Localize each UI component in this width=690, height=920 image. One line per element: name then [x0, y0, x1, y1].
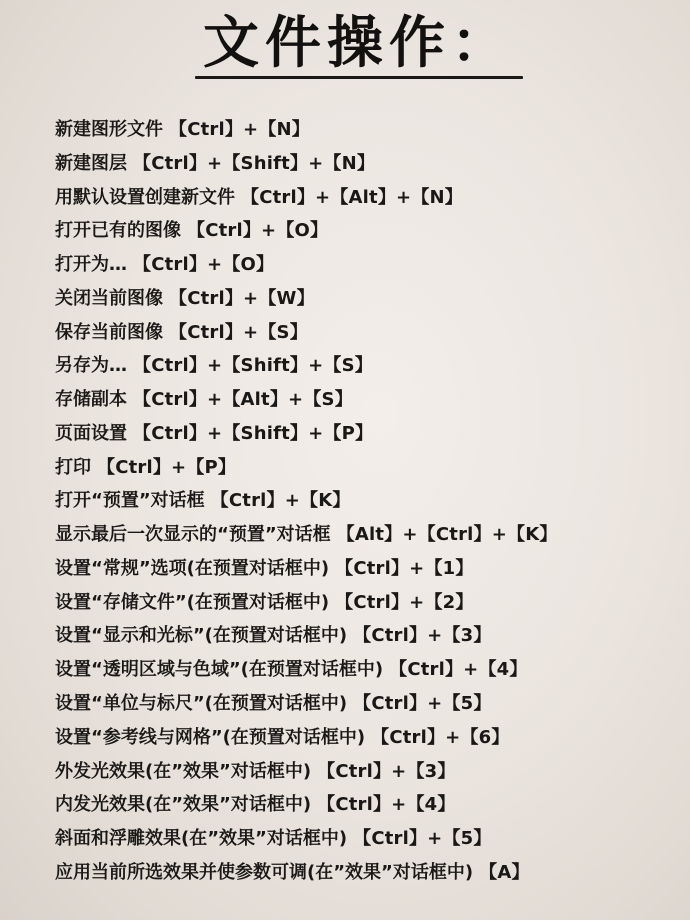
shortcut-row — [55, 214, 675, 248]
shortcut-row — [55, 417, 675, 451]
shortcut-action: 显示最后一次显示的“预置”对话框 — [55, 524, 331, 546]
shortcut-action: 打开“预置”对话框 — [55, 490, 205, 512]
shortcut-keys: 【Ctrl】+【K】 — [210, 490, 351, 512]
shortcut-action: 设置“参考线与网格”(在预置对话框中) — [55, 726, 366, 748]
shortcut-keys: 【Alt】+【Ctrl】+【K】 — [336, 524, 558, 546]
shortcut-keys: 【Ctrl】+【P】 — [97, 456, 237, 478]
shortcut-action: 打开已有的图像 — [55, 220, 181, 242]
shortcut-row — [55, 822, 675, 856]
shortcut-keys: 【Ctrl】+【2】 — [335, 591, 474, 613]
shortcut-keys: 【Ctrl】+【O】 — [187, 220, 329, 242]
shortcut-action: 用默认设置创建新文件 — [55, 186, 235, 208]
shortcut-keys: 【Ctrl】+【Shift】+【N】 — [133, 152, 376, 174]
shortcut-action: 存储副本 — [55, 389, 127, 411]
shortcut-keys: 【Ctrl】+【N】 — [169, 119, 311, 140]
shortcut-keys: 【A】 — [479, 861, 530, 883]
shortcut-keys: 【Ctrl】+【3】 — [353, 625, 492, 647]
shortcut-keys: 【Ctrl】+【3】 — [317, 760, 456, 782]
shortcut-row — [55, 653, 675, 687]
shortcut-action: 保存当前图像 — [55, 321, 163, 343]
shortcut-keys: 【Ctrl】+【5】 — [353, 828, 492, 850]
shortcut-row — [55, 687, 675, 721]
shortcut-keys: 【Ctrl】+【4】 — [389, 659, 528, 681]
shortcut-action: 关闭当前图像 — [55, 287, 163, 309]
shortcut-row — [55, 484, 675, 518]
shortcut-keys: 【Ctrl】+【Alt】+【S】 — [133, 389, 353, 411]
shortcut-action: 设置“透明区域与色域”(在预置对话框中) — [55, 659, 384, 681]
shortcut-action: 打印 — [55, 456, 91, 478]
shortcut-row — [55, 619, 675, 653]
shortcut-keys: 【Ctrl】+【W】 — [169, 287, 315, 309]
shortcut-keys: 【Ctrl】+【6】 — [371, 726, 510, 748]
shortcut-action: 设置“常规”选项(在预置对话框中) — [55, 557, 330, 579]
shortcut-action: 应用当前所选效果并使参数可调(在”效果”对话框中) — [55, 861, 474, 883]
shortcut-row — [55, 518, 675, 552]
shortcut-action: 设置“单位与标尺”(在预置对话框中) — [55, 693, 348, 715]
page-title: 文件操作： — [203, 11, 513, 76]
title-underline — [195, 76, 523, 79]
shortcut-action: 另存为… — [55, 355, 127, 377]
shortcut-action: 设置“显示和光标”(在预置对话框中) — [55, 625, 348, 647]
shortcut-action: 斜面和浮雕效果(在”效果”对话框中) — [55, 828, 348, 850]
shortcut-row — [55, 147, 675, 181]
shortcut-row — [55, 755, 675, 789]
shortcut-keys: 【Ctrl】+【Shift】+【S】 — [133, 355, 373, 377]
shortcut-row — [55, 113, 675, 147]
shortcut-keys: 【Ctrl】+【S】 — [169, 321, 308, 343]
shortcut-row — [55, 721, 675, 755]
shortcut-action: 设置“存储文件”(在预置对话框中) — [55, 591, 330, 613]
shortcut-row — [55, 316, 675, 350]
shortcut-action: 页面设置 — [55, 422, 127, 444]
shortcut-keys: 【Ctrl】+【O】 — [133, 254, 275, 276]
shortcut-keys: 【Ctrl】+【4】 — [317, 794, 456, 816]
shortcut-action: 新建图层 — [55, 152, 127, 174]
shortcut-action: 外发光效果(在”效果”对话框中) — [55, 760, 312, 782]
shortcut-row — [55, 586, 675, 620]
shortcut-row — [55, 788, 675, 822]
shortcut-action: 打开为… — [55, 254, 127, 276]
shortcut-keys: 【Ctrl】+【Shift】+【P】 — [133, 422, 374, 444]
shortcut-row — [55, 383, 675, 417]
shortcut-keys: 【Ctrl】+【5】 — [353, 693, 492, 715]
shortcut-list — [55, 113, 675, 890]
shortcut-row — [55, 856, 675, 890]
shortcut-row — [55, 181, 675, 215]
shortcut-row — [55, 282, 675, 316]
shortcut-row — [55, 552, 675, 586]
shortcut-action: 内发光效果(在”效果”对话框中) — [55, 794, 312, 816]
shortcut-keys: 【Ctrl】+【Alt】+【N】 — [241, 186, 463, 208]
shortcut-row — [55, 349, 675, 383]
shortcut-row — [55, 248, 675, 282]
shortcut-keys: 【Ctrl】+【1】 — [335, 557, 474, 579]
shortcut-row — [55, 451, 675, 485]
shortcut-action: 新建图形文件 — [55, 119, 163, 140]
